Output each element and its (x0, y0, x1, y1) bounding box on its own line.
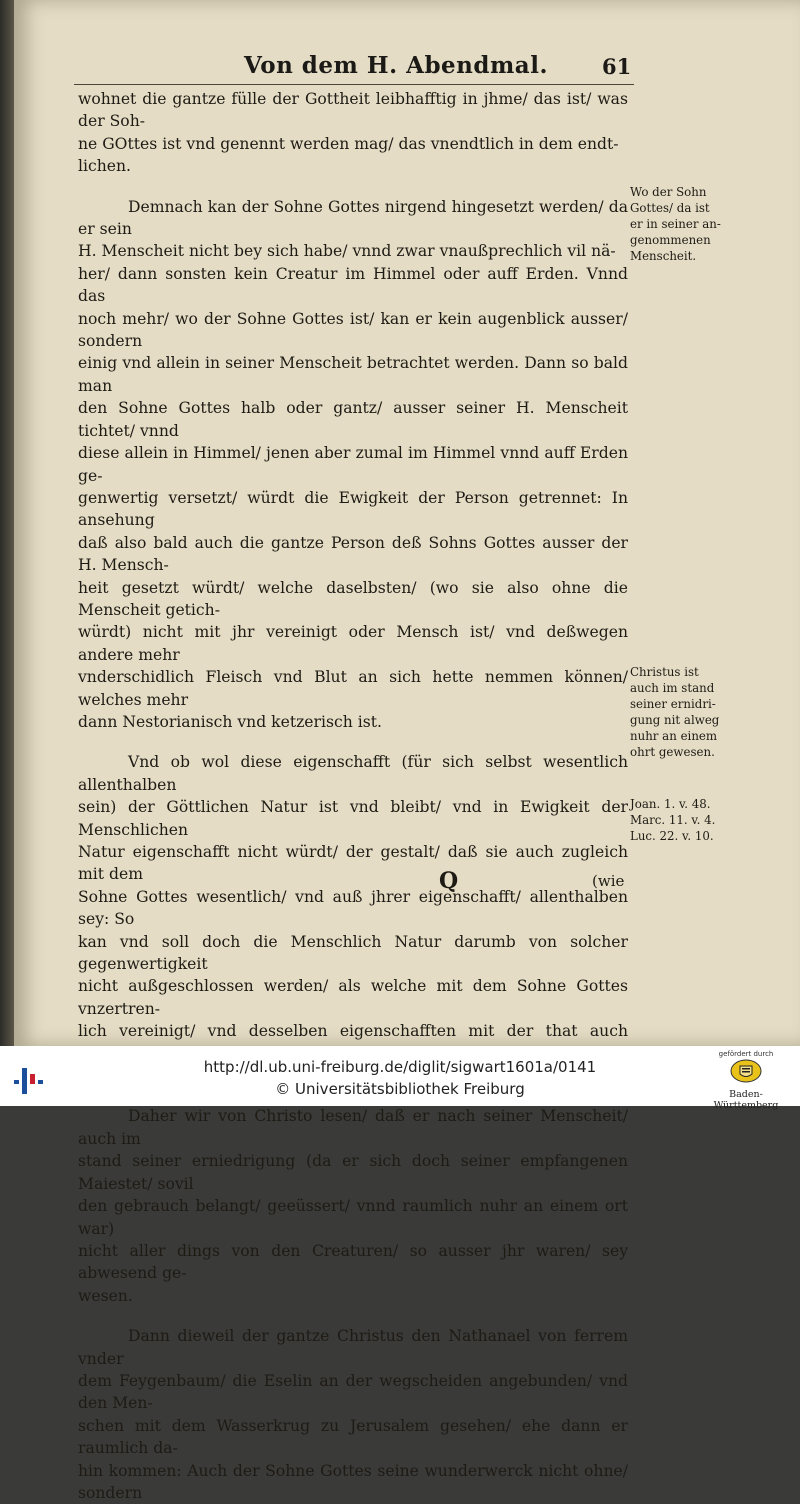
sponsor-label: gefördert durch (718, 1050, 774, 1058)
paragraph-5: Dann dieweil der gantze Christus den Nathanael von ferrem vnder dem Feygenbaum/ die Eselin an der wegscheiden angebunden/ vnd den Men- schen mit dem Wasserkrug zu Jerusalem gesehen/ ehe dann er raumlich da- hin kommen: Auch der Sohne Gottes seine wunderwerck nicht ohne/ sondern (78, 1327, 628, 1502)
catchword: (wie (592, 872, 625, 890)
book-gutter (0, 0, 14, 1046)
margin-note-3: Joan. 1. v. 48. Marc. 11. v. 4. Luc. 22. v. 10. (630, 797, 716, 843)
paragraph-1: wohnet die gantze fülle der Gottheit leibhafftig in jhme/ das ist/ was der Soh- ne GOttes ist vnd genennt werden mag/ das vnendtlich in dem endt- lichen. (78, 90, 628, 176)
main-text-block (78, 88, 628, 1504)
page-number: 61 (602, 54, 632, 79)
header-rule (74, 84, 634, 85)
source-link[interactable]: http://dl.ub.uni-freiburg.de/diglit/sigwart1601a/0141 (203, 1058, 597, 1076)
running-header (74, 52, 634, 86)
margin-note-2: Christus ist auch im stand seiner ernidri- gung nit alweg nuhr an einem ohrt gewesen. (630, 665, 720, 759)
margin-note-1: Wo der Sohn Gottes/ da ist er in seiner an- genommenen Menscheit. (630, 185, 721, 263)
sponsor-name: Baden-Württemberg (713, 1089, 779, 1111)
paragraph-2: Demnach kan der Sohne Gottes nirgend hingesetzt werden/ da er sein H. Menscheit nicht bey sich habe/ vnnd zwar vnaußprechlich vil nä- her/ dann sonsten kein Creatur im Himmel oder auff Erden. Vnnd das noch mehr/ wo der Sohne Gottes ist/ kan er kein augenblick ausser/ sondern einig vnd allein in seiner Menscheit betrachtet werden. Dann so bald man den Sohne Gottes halb oder gantz/ ausser seiner H. Menscheit tichtet/ vnnd diese allein in Himmel/ jenen aber zumal im Himmel vnnd auff Erden ge- genwertig versetzt/ würdt die Ewigkeit der Person getrennet: In ansehung daß also bald auch die gantze Person deß Sohns Gottes ausser der H. Mensch- heit gesetzt würdt/ welche daselbsten/ (wo sie also ohne die Menscheit getich- würdt) nicht mit jhr vereinigt oder Mensch ist/ vnd deßwegen andere mehr vnderschidlich Fleisch vnd Blut an sich hette nemmen können/ welches mehr dann Nestorianisch vnd ketzerisch ist. (78, 197, 628, 731)
paragraph-4: Daher wir von Christo lesen/ daß er nach seiner Menscheit/ auch im stand seiner erniedrigung (da er sich doch seiner empfangenen Maiestet/ sovil den gebrauch belangt/ geeüssert/ vnnd raumlich nuhr an einem ort war) nicht aller dings von den Creaturen/ so ausser jhr waren/ sey abwesend ge- wesen. (78, 1107, 628, 1305)
sponsor-logo (700, 1050, 792, 1111)
paragraph-3: Vnd ob wol diese eigenschafft (für sich selbst wesentlich allenthalben sein) der Göttlichen Natur ist vnd bleibt/ vnd in Ewigkeit der Menschlichen Natur eigenschafft nicht würdt/ der gestalt/ daß sie auch zugleich mit dem Sohne Gottes wesentlich/ vnd auß jhrer eigenschafft/ allenthalben sey: So kan vnd soll doch die Menschlich Natur darumb von solcher gegenwertigkeit nicht außgeschlossen werden/ als welche mit dem Sohne Gottes vnzertren- lich vereinigt/ vnd desselben eigenschafften mit der that auch (78, 753, 628, 1041)
coat-of-arms-icon (729, 1058, 763, 1084)
signature-mark: Q (439, 868, 459, 894)
viewer-footer (0, 1046, 800, 1111)
running-title: Von dem H. Abendmal. (244, 52, 548, 79)
copyright-notice: © Universitätsbibliothek Freiburg (275, 1080, 525, 1098)
